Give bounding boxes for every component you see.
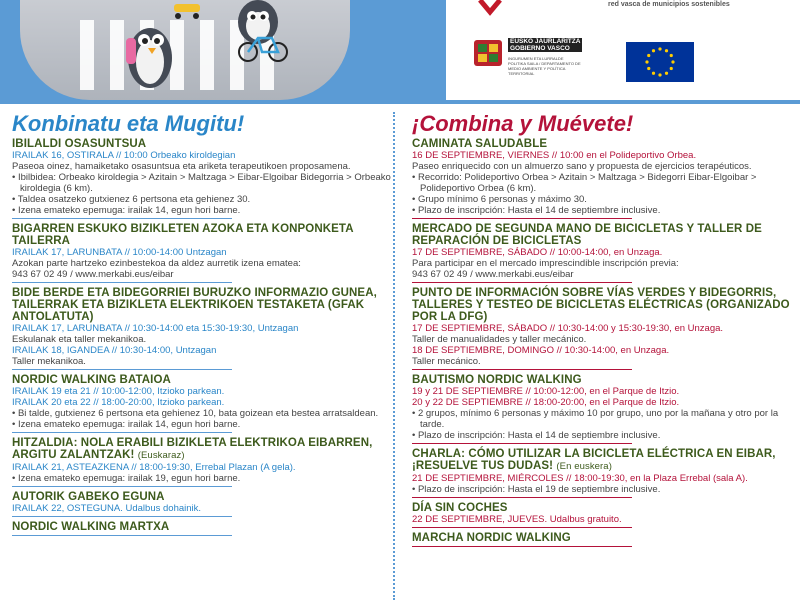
event-title-text: BIDE BERDE ETA BIDEGORRIEI BURUZKO INFORMAZIO GUNEA, TAILERRAK ETA BIZIKLETA ELEKTRIKOEN TESTAKETA (GFAK ANTOLATUTA) — [12, 287, 377, 323]
bullet-icon: • — [12, 194, 18, 205]
event-item — [12, 374, 400, 433]
event-date: 21 DE SEPTIEMBRE, MIÉRCOLES // 18:00-19:30, en la Plaza Errebal (sala A). — [412, 473, 748, 484]
event-bullet — [12, 408, 400, 419]
event-bullet — [12, 194, 400, 205]
event-date: IRAILAK 22, OSTEGUNA. Udalbus dohainik. — [12, 503, 202, 514]
event-date: 22 DE SEPTIEMBRE, JUEVES. Udalbus gratuito. — [412, 514, 622, 525]
event-language-note: (Euskaraz) — [137, 450, 185, 461]
event-bullet — [412, 205, 800, 216]
eu-star-icon — [670, 54, 673, 57]
scooter-icon — [170, 0, 204, 20]
event-item — [412, 502, 800, 528]
event-title — [12, 437, 400, 462]
event-date: 20 y 22 DE SEPTIEMBRE // 18:00-20:00, en el Parque de Itzio. — [412, 397, 680, 408]
event-title-text: CHARLA: CÓMO UTILIZAR LA BICICLETA ELÉCTRICA EN EIBAR, ¡RESUELVE TUS DUDAS! — [412, 448, 776, 472]
event-date: IRAILAK 17, LARUNBATA // 10:00-14:00 Untzagan — [12, 247, 227, 258]
bullet-icon: • — [412, 172, 418, 183]
event-bullet — [412, 194, 800, 205]
bullet-icon: • — [12, 473, 18, 484]
event-date: IRAILAK 20 eta 22 // 18:00-20:00, Itzioko parkean. — [12, 397, 225, 408]
eu-star-icon — [647, 67, 650, 70]
gv-name-eu: EUSKO JAURLARITZA — [510, 38, 581, 45]
eu-star-icon — [665, 72, 668, 75]
eu-star-icon — [658, 47, 661, 50]
event-text: 943 67 02 49 / www.merkabi.eus/eibar — [12, 269, 174, 280]
event-text: Taller de manualidades y taller mecánico. — [412, 334, 587, 345]
basque-government-crest-icon — [470, 38, 506, 68]
event-title-text: BAUTISMO NORDIC WALKING — [412, 374, 582, 386]
event-title — [12, 223, 400, 247]
event-text: Taller mekanikoa. — [12, 356, 86, 367]
event-title — [412, 532, 800, 544]
bullet-text: 2 grupos, mínimo 6 personas y máximo 10 por grupo, uno por la mañana y otro por la tarde. — [417, 408, 779, 430]
event-title — [412, 223, 800, 247]
event-bullet — [412, 408, 800, 430]
event-item — [412, 287, 800, 370]
event-text: Paseoa oinez, hamaiketako osasuntsua eta ariketa terapeutikoen proposamena. — [12, 161, 351, 172]
event-date: IRAILAK 18, IGANDEA // 10:30-14:00, Untzagan — [12, 345, 217, 356]
event-title — [412, 138, 800, 150]
event-date: 17 DE SEPTIEMBRE, SÁBADO // 10:30-14:00 y 15:30-19:30, en Unzaga. — [412, 323, 724, 334]
gv-name-es: GOBIERNO VASCO — [510, 45, 570, 52]
event-date: 16 DE SEPTIEMBRE, VIERNES // 10:00 en el Polideportivo Orbea. — [412, 150, 697, 161]
bullet-icon: • — [412, 205, 418, 216]
basque-column — [12, 112, 400, 540]
event-date: 18 DE SEPTIEMBRE, DOMINGO // 10:30-14:00, en Unzaga. — [412, 345, 670, 356]
bullet-text: Izena emateko epemuga: irailak 19, egun hori barne. — [17, 473, 241, 484]
event-title-text: BIGARREN ESKUKO BIZIKLETEN AZOKA ETA KONPONKETA TAILERRA — [12, 223, 354, 247]
event-bullet — [412, 172, 800, 194]
event-title — [12, 491, 400, 503]
event-title-text: DÍA SIN COCHES — [412, 502, 508, 514]
udalsarea-logo-icon — [472, 0, 508, 18]
eu-star-icon — [652, 72, 655, 75]
event-date: IRAILAK 21, ASTEAZKENA // 18:00-19:30, Errebal Plazan (A gela). — [12, 462, 296, 473]
bullet-text: Taldea osatzeko gutxienez 6 pertsona eta gehienez 30. — [17, 194, 251, 205]
event-text: 943 67 02 49 / www.merkabi.eus/eibar — [412, 269, 574, 280]
event-date: IRAILAK 16, OSTIRALA // 10:00 Orbeako kiroldegian — [12, 150, 236, 161]
event-item — [12, 138, 400, 219]
event-title-text: NORDIC WALKING BATAIOA — [12, 374, 171, 386]
bullet-text: Plazo de inscripción: Hasta el 14 de septiembre inclusive. — [417, 205, 661, 216]
event-item — [412, 448, 800, 498]
bullet-text: Recorrido: Polideportivo Orbea > Azitain > Maltzaga > Bidegorri Eibar-Elgoibar > Polideportivo Orbea (6 km). — [417, 172, 757, 194]
udalsarea-tagline: red vasca de municipios sostenibles — [608, 1, 730, 8]
penguin-illustration-icon — [120, 8, 180, 98]
eu-star-icon — [665, 49, 668, 52]
event-bullet — [412, 430, 800, 441]
bullet-text: Ibilbidea: Orbeako kiroldegia > Azitain > Maltzaga > Eibar-Elgoibar Bidegorria > Orbeako kiroldegia (6 km). — [17, 172, 391, 194]
event-title — [12, 374, 400, 386]
bullet-icon: • — [12, 419, 18, 430]
event-title-text: HITZALDIA: NOLA ERABILI BIZIKLETA ELEKTRIKOA EIBARREN, ARGITU ZALANTZAK! — [12, 437, 373, 461]
event-bullet — [12, 172, 400, 194]
bullet-icon: • — [412, 408, 418, 419]
event-title — [412, 502, 800, 514]
event-date: IRAILAK 19 eta 21 // 10:00-12:00, Itzioko parkean. — [12, 386, 225, 397]
eu-star-icon — [658, 73, 661, 76]
event-bullet — [12, 205, 400, 216]
event-bullet — [12, 419, 400, 430]
event-title-text: AUTORIK GABEKO EGUNA — [12, 491, 165, 503]
spanish-column — [412, 112, 800, 551]
basque-government-name — [508, 38, 582, 52]
event-item — [12, 491, 400, 517]
event-item — [412, 138, 800, 219]
event-date: 17 DE SEPTIEMBRE, SÁBADO // 10:00-14:00, en Unzaga. — [412, 247, 663, 258]
event-text: Azokan parte hartzeko ezinbestekoa da aldez aurretik izena ematea: — [12, 258, 301, 269]
event-title-text: PUNTO DE INFORMACIÓN SOBRE VÍAS VERDES Y BIDEGORRIS, TALLERES Y TESTEO DE BICICLETAS ELÉCTRICAS (ORGANIZADO POR LA DFG) — [412, 287, 790, 323]
header-strip — [0, 100, 800, 104]
eu-star-icon — [671, 60, 674, 63]
event-title-text: IBILALDI OSASUNTSUA — [12, 138, 147, 150]
event-title — [12, 138, 400, 150]
eu-flag-icon — [626, 42, 694, 82]
event-title — [412, 287, 800, 323]
bullet-text: Izena emateko epemuga: irailak 14, egun hori barne. — [17, 205, 241, 216]
event-title-text: NORDIC WALKING MARTXA — [12, 521, 170, 533]
event-bullet — [412, 484, 800, 495]
bullet-icon: • — [412, 484, 418, 495]
event-title-text: MERCADO DE SEGUNDA MANO DE BICICLETAS Y TALLER DE REPARACIÓN DE BICICLETAS — [412, 223, 762, 247]
column-title: ¡Combina y Muévete! — [412, 111, 634, 136]
event-item — [412, 223, 800, 283]
event-language-note: (En euskera) — [556, 461, 612, 472]
event-title — [12, 521, 400, 533]
event-item — [12, 223, 400, 283]
eu-star-icon — [645, 60, 648, 63]
bullet-icon: • — [412, 430, 418, 441]
event-title-text: MARCHA NORDIC WALKING — [412, 532, 571, 544]
event-list — [412, 138, 800, 547]
bullet-icon: • — [12, 172, 18, 183]
event-date: IRAILAK 17, LARUNBATA // 10:30-14:00 eta 15:30-19:30, Untzagan — [12, 323, 299, 334]
gv-department: INGURUMEN ETA LURRALDE POLITIKA SAILA / DEPARTAMENTO DE MEDIO AMBIENTE Y POLÍTICA TERRITORIAL — [508, 56, 581, 76]
column-title: Konbinatu eta Mugitu! — [12, 111, 245, 136]
bicycle-icon — [238, 28, 288, 62]
eu-star-icon — [670, 67, 673, 70]
event-text: Para participar en el mercado imprescindible inscripción previa: — [412, 258, 679, 269]
eu-star-icon — [652, 49, 655, 52]
event-date: 19 y 21 DE SEPTIEMBRE // 10:00-12:00, en el Parque de Itzio. — [412, 386, 680, 397]
bullet-text: Bi talde, gutxienez 6 pertsona eta gehienez 10, bata goizean eta bestea arratsaldean. — [17, 408, 379, 419]
event-item — [12, 287, 400, 370]
bullet-icon: • — [12, 205, 18, 216]
bullet-icon: • — [412, 194, 418, 205]
event-title — [12, 287, 400, 323]
event-bullet — [12, 473, 400, 484]
event-title — [412, 374, 800, 386]
event-title-text: CAMINATA SALUDABLE — [412, 138, 548, 150]
event-text: Taller mecánico. — [412, 356, 481, 367]
event-item — [12, 437, 400, 487]
bullet-icon: • — [12, 408, 18, 419]
event-text: Eskulanak eta taller mekanikoa. — [12, 334, 147, 345]
event-item — [412, 374, 800, 444]
event-text: Paseo enriquecido con un almuerzo sano y propuesta de ejercicios terapéuticos. — [412, 161, 752, 172]
event-list — [12, 138, 400, 536]
bullet-text: Plazo de inscripción: Hasta el 19 de septiembre inclusive. — [417, 484, 661, 495]
event-item — [12, 521, 400, 536]
bullet-text: Plazo de inscripción: Hasta el 14 de septiembre inclusive. — [417, 430, 661, 441]
event-title — [412, 448, 800, 473]
bullet-text: Izena emateko epemuga: irailak 14, egun hori barne. — [17, 419, 241, 430]
bullet-text: Grupo mínimo 6 personas y máximo 30. — [417, 194, 587, 205]
header-banner — [0, 0, 800, 104]
eu-star-icon — [647, 54, 650, 57]
event-item — [412, 532, 800, 547]
